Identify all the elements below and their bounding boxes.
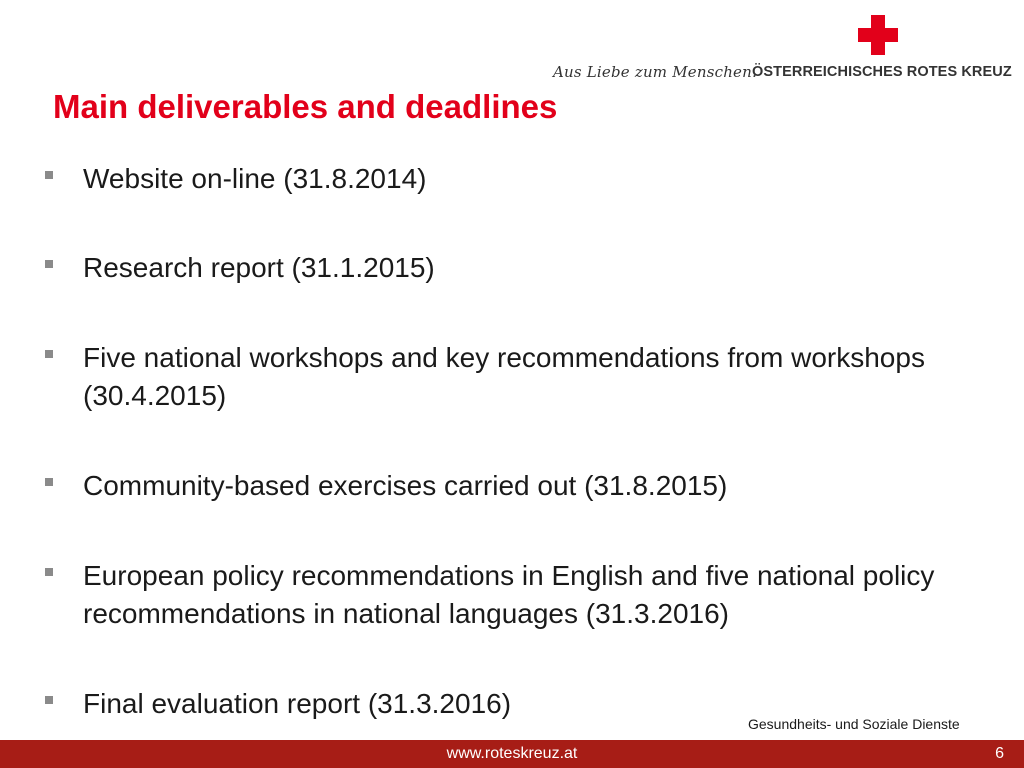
slogan: Aus Liebe zum Menschen. xyxy=(553,63,757,81)
square-bullet-icon xyxy=(45,260,53,268)
slide-title: Main deliverables and deadlines xyxy=(53,88,558,125)
list-item-text: Final evaluation report (31.3.2016) xyxy=(83,688,512,719)
list-item-text: Community-based exercises carried out (31.8.2015) xyxy=(83,470,728,501)
list-item-text: Research report (31.1.2015) xyxy=(83,252,435,283)
cross-horizontal-bar xyxy=(858,28,898,42)
square-bullet-icon xyxy=(45,478,53,486)
footer-url-link[interactable]: www.roteskreuz.at xyxy=(446,745,578,762)
square-bullet-icon xyxy=(45,171,53,179)
list-item-text: Five national workshops and key recommendations from workshops (30.4.2015) xyxy=(83,342,925,411)
red-cross-icon xyxy=(858,15,898,55)
square-bullet-icon xyxy=(45,568,53,576)
list-item-text: Website on-line (31.8.2014) xyxy=(83,163,427,194)
footer-bar xyxy=(0,740,1024,768)
list-item-text: European policy recommendations in English and five national policy recommendations in national languages (31.3.2016) xyxy=(83,560,935,629)
page-number: 6 xyxy=(995,745,1004,762)
square-bullet-icon xyxy=(45,696,53,704)
organization-name: ÖSTERREICHISCHES ROTES KREUZ xyxy=(752,64,1012,80)
square-bullet-icon xyxy=(45,350,53,358)
division-label: Gesundheits- und Soziale Dienste xyxy=(748,716,960,732)
